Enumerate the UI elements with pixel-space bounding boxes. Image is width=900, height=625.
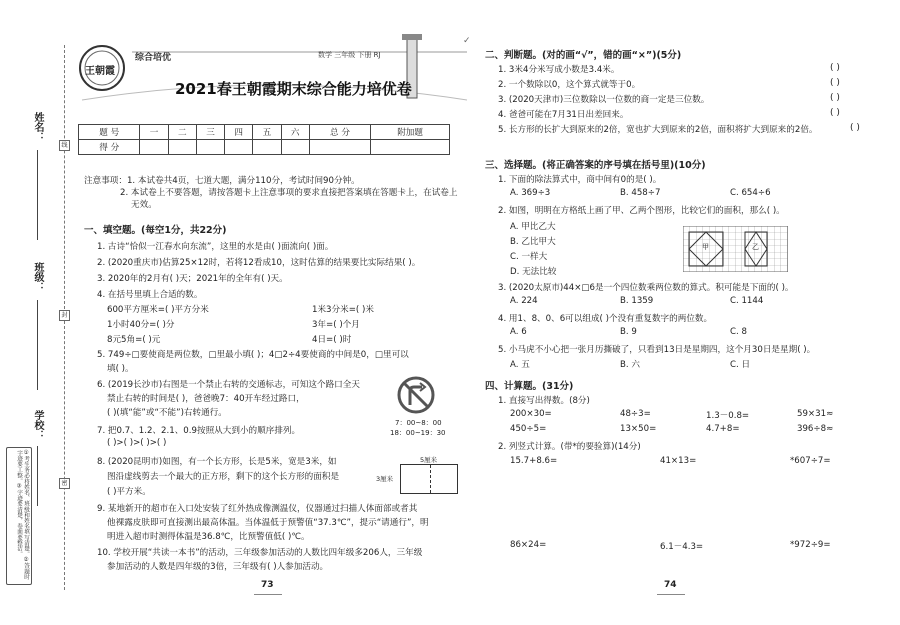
choice-option: A. 甲比乙大 bbox=[510, 222, 556, 232]
choice-option: A. 五 bbox=[510, 360, 530, 370]
question: 参加活动的人数是四年级的3倍，三年级有( )人参加活动。 bbox=[107, 562, 329, 572]
grid-label-yi: 乙 bbox=[752, 243, 759, 251]
judge-item: 5. 长方形的长扩大到原来的2倍，宽也扩大到原来的2倍，面积将扩大到原来的2倍。 bbox=[498, 125, 818, 135]
score-cell[interactable] bbox=[196, 140, 224, 155]
judge-item: 3. (2020天津市)三位数除以一位数的商一定是三位数。 bbox=[498, 95, 710, 105]
school-line bbox=[37, 446, 38, 506]
section-heading: 一、填空题。(每空1分，共22分) bbox=[84, 225, 227, 236]
question: 10. 学校开展“共读一本书”的活动，三年级参加活动的人数比四年级多206人，三年级 bbox=[97, 548, 423, 558]
binding-margin bbox=[0, 0, 70, 625]
question: 7. 把0.7、1.2、2.1、0.9按照从大到小的顺序排列。 bbox=[97, 426, 301, 436]
choice-option: C. 一样大 bbox=[510, 252, 548, 262]
series-tag: 综合培优 bbox=[135, 53, 172, 63]
question: 1. 古诗“恰似一江春水向东流”，这里的水是由( )面流向( )面。 bbox=[97, 242, 334, 252]
rect-width-label: 3厘米 bbox=[376, 475, 394, 483]
judge-item: 4. 爸爸可能在7月31日出差回来。 bbox=[498, 110, 629, 120]
question: ( )平方米。 bbox=[107, 487, 151, 497]
table-cell: 二 bbox=[168, 125, 196, 140]
question: 8. (2020昆明市)如图，有一个长方形，长是5米，宽是3米，如 bbox=[97, 457, 337, 467]
answer-bracket[interactable]: ( ) bbox=[850, 123, 860, 133]
grid-label-jia: 甲 bbox=[702, 243, 709, 251]
sub-question: 8元5角=( )元 bbox=[107, 335, 161, 345]
calc-instruction: 1. 直接写出得数。(8分) bbox=[498, 396, 590, 406]
table-row bbox=[79, 140, 450, 155]
class-label: 班级： bbox=[32, 262, 43, 292]
calc-item: 4.7+8= bbox=[706, 424, 740, 434]
notice-line: 无效。 bbox=[131, 200, 157, 210]
table-cell: 三 bbox=[196, 125, 224, 140]
score-cell[interactable] bbox=[371, 140, 450, 155]
answer-bracket[interactable]: ( ) bbox=[830, 63, 840, 73]
judge-item: 2. 一个数除以0，这个算式就等于0。 bbox=[498, 80, 641, 90]
question: 他裸露皮肤即可直接测出最高体温。当体温低于预警值“37.3℃”，提示“请通行”，明 bbox=[107, 518, 429, 528]
binding-mark: 线 bbox=[59, 140, 70, 151]
binding-mark: 封 bbox=[59, 310, 70, 321]
corner-mark: ✓ bbox=[463, 36, 471, 46]
table-cell: 总 分 bbox=[309, 125, 370, 140]
calc-item: 86×24= bbox=[510, 540, 547, 550]
calc-item: 450÷5= bbox=[510, 424, 547, 434]
choice-option: C. 日 bbox=[730, 360, 751, 370]
choice-option: D. 无法比较 bbox=[510, 267, 557, 277]
calc-item: 1.3－0.8= bbox=[706, 411, 750, 421]
choice-option: A. 6 bbox=[510, 327, 527, 337]
sub-question: 600平方厘米=( )平方分米 bbox=[107, 305, 209, 315]
choice-question: 3. (2020太原市)44×□6是一个四位数乘两位数的算式。积可能是下面的( )。 bbox=[498, 283, 794, 293]
choice-option: C. 8 bbox=[730, 327, 747, 337]
question: ( )(填“能”或“不能”)右转通行。 bbox=[107, 408, 227, 418]
sign-time: 18：00~19：30 bbox=[390, 429, 446, 437]
question: 4. 在括号里填上合适的数。 bbox=[97, 290, 203, 300]
calc-item: 41×13= bbox=[660, 456, 697, 466]
question: 2. (2020重庆市)估算25×12时，若将12看成10，这时估算的结果要比实际结果( )。 bbox=[97, 258, 421, 268]
table-cell: 题 号 bbox=[79, 125, 140, 140]
answer-bracket[interactable]: ( ) bbox=[830, 108, 840, 118]
sub-question: 1小时40分=( )分 bbox=[107, 320, 175, 330]
rect-length-label: 5厘米 bbox=[420, 456, 438, 464]
table-cell: 五 bbox=[253, 125, 281, 140]
score-cell[interactable] bbox=[140, 140, 168, 155]
choice-option: A. 369÷3 bbox=[510, 188, 551, 198]
calc-item: 59×31≈ bbox=[797, 409, 834, 419]
logo: 王朝霞 bbox=[85, 66, 115, 77]
exam-notes: ①考生务必将姓名、班级和姓名填写清楚。②答题时字迹要工整。③字迹要清楚，卷面要整洁。 bbox=[6, 447, 32, 585]
name-line bbox=[37, 150, 38, 240]
table-cell: 附加题 bbox=[371, 125, 450, 140]
calc-item: 200×30= bbox=[510, 409, 552, 419]
grade-meta: 数学 三年级 下册 RJ bbox=[318, 51, 381, 59]
calc-item: 13×50= bbox=[620, 424, 657, 434]
choice-question: 1. 下面的除法算式中，商中间有0的是( )。 bbox=[498, 175, 662, 185]
cut-line bbox=[430, 465, 431, 493]
calc-item: 396÷8≈ bbox=[797, 424, 834, 434]
sign-time: 7：00~8：00 bbox=[395, 419, 442, 427]
binding-mark: 密 bbox=[59, 478, 70, 489]
section-heading: 三、选择题。(将正确答案的序号填在括号里)(10分) bbox=[485, 160, 706, 171]
choice-option: B. 1359 bbox=[620, 296, 654, 306]
rectangle-figure bbox=[400, 464, 458, 494]
question: 明进入超市时测得体温是36.8℃，比预警值低( )℃。 bbox=[107, 532, 310, 542]
score-cell[interactable] bbox=[253, 140, 281, 155]
page-title: 2021春王朝霞期末综合能力培优卷 bbox=[175, 80, 412, 98]
page-decoration bbox=[657, 594, 685, 598]
question: 5. 749÷□要使商是两位数，□里最小填( )；4□2÷4要使商的中间是0，□里可以 bbox=[97, 350, 409, 360]
name-label: 姓名： bbox=[32, 112, 43, 142]
calc-item: 48÷3= bbox=[620, 409, 651, 419]
choice-option: B. 六 bbox=[620, 360, 640, 370]
section-heading: 四、计算题。(31分) bbox=[485, 381, 574, 392]
question: 填( )。 bbox=[107, 364, 134, 374]
choice-question: 5. 小马虎不小心把一张月历撕破了，只看到13日是星期四，这个月30日是星期( )。 bbox=[498, 345, 816, 355]
sub-question: 3年=( )个月 bbox=[312, 320, 360, 330]
table-cell: 一 bbox=[140, 125, 168, 140]
school-label: 学校： bbox=[32, 410, 43, 440]
score-cell[interactable] bbox=[225, 140, 253, 155]
table-row bbox=[79, 125, 450, 140]
notice-line: 2. 本试卷上不要答题，请按答题卡上注意事项的要求直接把答案填在答题卡上，在试卷上 bbox=[120, 188, 458, 198]
class-line bbox=[37, 300, 38, 390]
question: 6. (2019长沙市)右图是一个禁止右转的交通标志，可知这个路口全天 bbox=[97, 380, 360, 390]
choice-option: B. 9 bbox=[620, 327, 637, 337]
choice-option: B. 乙比甲大 bbox=[510, 237, 556, 247]
page-number: 74 bbox=[664, 580, 677, 590]
table-cell: 四 bbox=[225, 125, 253, 140]
question: 图沿虚线剪去一个最大的正方形，剩下的这个长方形的面积是 bbox=[107, 472, 340, 482]
calc-instruction: 2. 列竖式计算。(带*的要验算)(14分) bbox=[498, 442, 641, 452]
choice-option: A. 224 bbox=[510, 296, 538, 306]
answer-bracket[interactable]: ( ) bbox=[830, 78, 840, 88]
question: 9. 某地新开的超市在入口处安装了红外热成像测温仪，仪器通过扫描人体面部或者其 bbox=[97, 504, 418, 514]
calc-item: 6.1－4.3= bbox=[660, 542, 704, 552]
question: ( )>( )>( )>( ) bbox=[107, 438, 167, 448]
choice-question: 4. 用1、8、0、6可以组成( )个没有重复数字的两位数。 bbox=[498, 314, 713, 324]
table-cell: 得 分 bbox=[79, 140, 140, 155]
judge-item: 1. 3米4分米写成小数是3.4米。 bbox=[498, 65, 620, 75]
page-number: 73 bbox=[261, 580, 274, 590]
calc-item: 15.7+8.6= bbox=[510, 456, 558, 466]
notice-line: 注意事项：1. 本试卷共4页，七道大题，满分110分，考试时间90分钟。 bbox=[84, 176, 360, 186]
choice-option: C. 654÷6 bbox=[730, 188, 771, 198]
choice-option: B. 458÷7 bbox=[620, 188, 661, 198]
grid-figure bbox=[683, 226, 788, 272]
calc-item: *972÷9= bbox=[790, 540, 831, 550]
score-cell[interactable] bbox=[309, 140, 370, 155]
score-table bbox=[78, 124, 450, 155]
score-cell[interactable] bbox=[281, 140, 309, 155]
question: 3. 2020年的2月有( )天；2021年的全年有( )天。 bbox=[97, 274, 288, 284]
choice-option: C. 1144 bbox=[730, 296, 764, 306]
sub-question: 4日=( )时 bbox=[312, 335, 352, 345]
section-heading: 二、判断题。(对的画“√”，错的画“×”)(5分) bbox=[485, 50, 682, 61]
page-decoration bbox=[254, 594, 282, 598]
calc-item: *607÷7= bbox=[790, 456, 831, 466]
answer-bracket[interactable]: ( ) bbox=[830, 93, 840, 103]
sub-question: 1米3分米=( )米 bbox=[312, 305, 374, 315]
question: 禁止右转的时间是( )，爸爸晚7：40开车经过路口， bbox=[107, 394, 305, 404]
no-right-turn-sign-icon bbox=[396, 375, 436, 415]
choice-question: 2. 如图，明明在方格纸上画了甲、乙两个图形，比较它们的面积，那么( )。 bbox=[498, 206, 785, 216]
score-cell[interactable] bbox=[168, 140, 196, 155]
table-cell: 六 bbox=[281, 125, 309, 140]
